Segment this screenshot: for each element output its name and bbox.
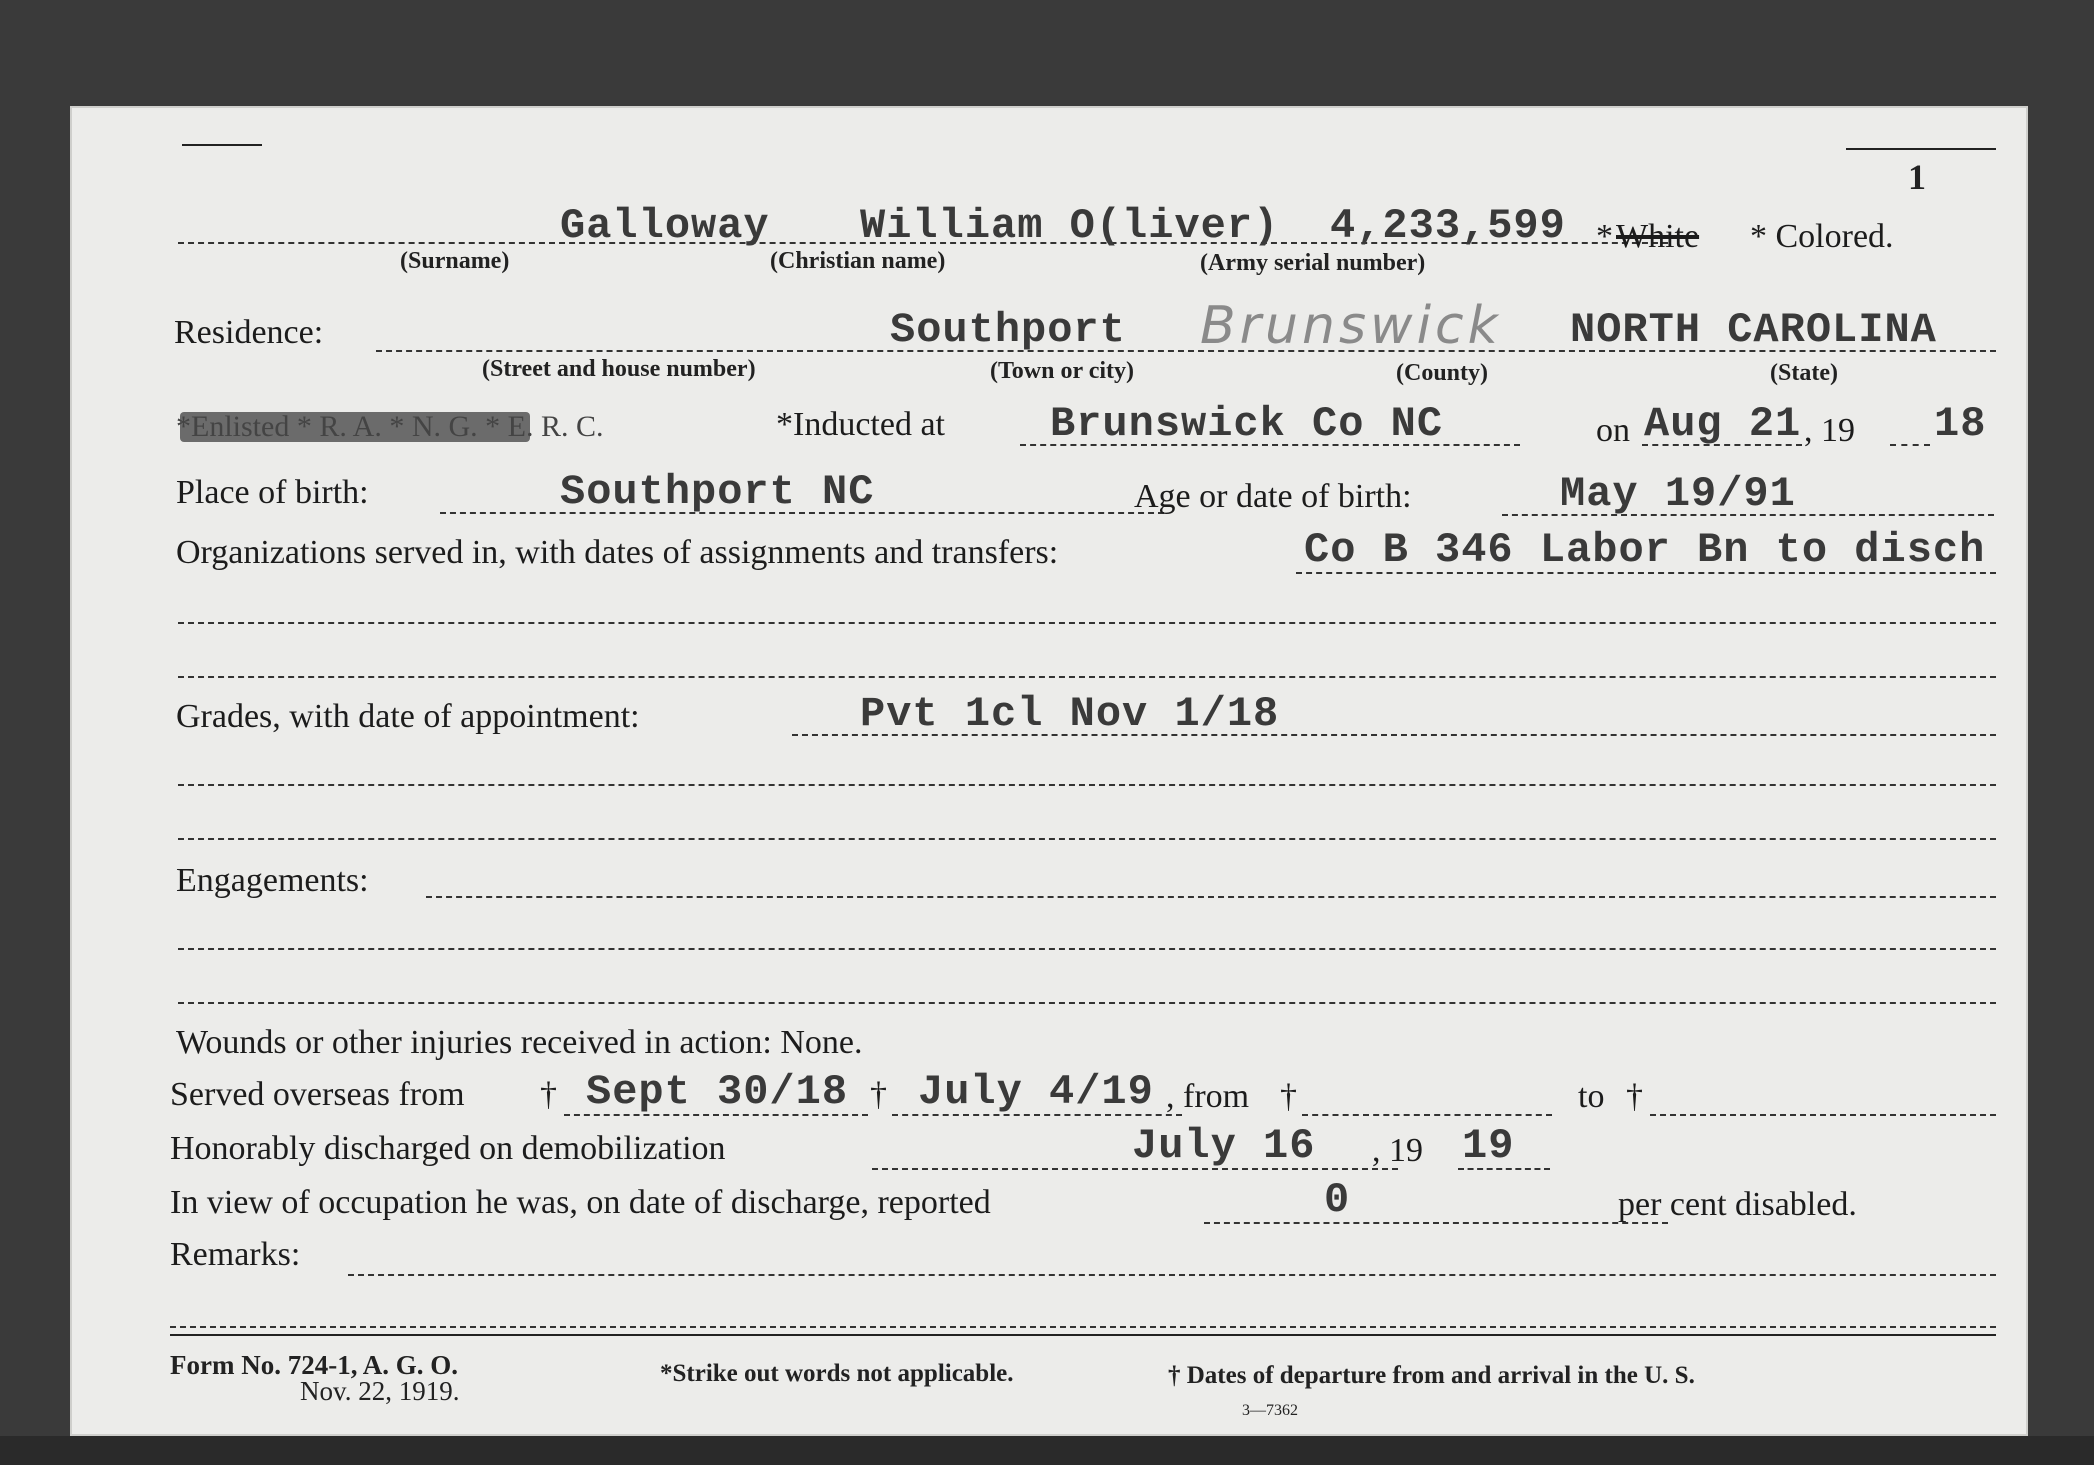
engagements-line-2 — [178, 948, 1996, 950]
residence-state-value: NORTH CAROLINA — [1570, 306, 1937, 354]
overseas-dagger-4: † — [1626, 1078, 1643, 1115]
induction-year-line — [1890, 444, 1930, 446]
state-caption: (State) — [1770, 360, 1838, 386]
grades-line-3 — [178, 838, 1996, 840]
serial-number-caption: (Army serial number) — [1200, 250, 1426, 276]
engagements-line-3 — [178, 1002, 1996, 1004]
print-code: 3—7362 — [1242, 1402, 1298, 1419]
county-caption: (County) — [1396, 360, 1489, 386]
place-of-birth-label: Place of birth: — [176, 474, 369, 511]
residence-town-value: Southport — [890, 306, 1126, 354]
place-of-birth-value: Southport NC — [560, 468, 875, 516]
race-prefix: * — [1596, 218, 1613, 255]
residence-label: Residence: — [174, 314, 324, 351]
discharge-year-value: 19 — [1462, 1122, 1515, 1170]
induction-date-value: Aug 21 — [1644, 400, 1802, 448]
grades-value: Pvt 1cl Nov 1/18 — [860, 690, 1280, 738]
street-caption: (Street and house number) — [482, 356, 756, 382]
form-date: Nov. 22, 1919. — [300, 1376, 460, 1406]
remarks-label: Remarks: — [170, 1236, 301, 1273]
birth-date-label: Age or date of birth: — [1134, 478, 1412, 515]
engagements-label: Engagements: — [176, 862, 369, 899]
overseas-from-value: Sept 30/18 — [586, 1068, 849, 1116]
inducted-label: *Inducted at — [776, 406, 945, 443]
christian-name-value: William O(liver) — [860, 202, 1280, 250]
card-number: 1 — [1908, 157, 1926, 197]
overseas-to-value: July 4/19 — [918, 1068, 1154, 1116]
overseas-dagger-2: † — [870, 1076, 887, 1113]
serial-number-value: 4,233,599 — [1330, 202, 1566, 250]
grades-line-2 — [178, 784, 1996, 786]
disability-line — [1204, 1222, 1668, 1224]
overseas-from-label-2: , from — [1166, 1078, 1250, 1115]
footer-rule — [170, 1334, 1996, 1336]
service-record-card — [70, 106, 2028, 1436]
grades-label: Grades, with date of appointment: — [176, 698, 640, 735]
form-number: Form No. 724-1, A. G. O. — [170, 1350, 458, 1380]
remarks-line-1 — [348, 1274, 1996, 1276]
overseas-dagger-1: † — [540, 1076, 557, 1113]
discharge-label: Honorably discharged on demobilization — [170, 1130, 726, 1167]
enlisted-text-struck: *Enlisted * R. A. * N. G. * E. R. C. — [176, 410, 604, 443]
organizations-line-3 — [178, 676, 1996, 678]
organizations-value: Co B 346 Labor Bn to disch — [1304, 526, 1986, 574]
dagger-note: † Dates of departure from and arrival in the U. S. — [1168, 1362, 1695, 1389]
overseas-to-line-2 — [1650, 1114, 1996, 1116]
surname-caption: (Surname) — [400, 248, 510, 274]
scan-background-bottom — [0, 1436, 2094, 1465]
discharge-date-value: July 16 — [1132, 1122, 1316, 1170]
birth-date-value: May 19/91 — [1560, 470, 1796, 518]
remarks-line-2 — [170, 1326, 1996, 1328]
race-colored: * Colored. — [1750, 218, 1894, 255]
inducted-place-value: Brunswick Co NC — [1050, 400, 1444, 448]
disability-suffix: per cent disabled. — [1618, 1186, 1857, 1223]
top-left-rule — [182, 144, 262, 146]
christian-name-caption: (Christian name) — [770, 248, 946, 274]
disability-label: In view of occupation he was, on date of discharge, reported — [170, 1184, 991, 1221]
engagements-line-1 — [426, 896, 1996, 898]
on-label: on — [1596, 412, 1630, 449]
top-right-rule — [1846, 148, 1996, 150]
race-white-struck: White — [1616, 218, 1700, 255]
induction-year-value: 18 — [1934, 400, 1987, 448]
disability-value: 0 — [1324, 1176, 1351, 1224]
wounds-text: Wounds or other injuries received in action: None. — [176, 1024, 863, 1061]
organizations-line-2 — [178, 622, 1996, 624]
organizations-label: Organizations served in, with dates of assignments and transfers: — [176, 534, 1059, 571]
town-caption: (Town or city) — [990, 358, 1134, 384]
overseas-from-line-2 — [1302, 1114, 1552, 1116]
surname-value: Galloway — [560, 202, 770, 250]
induction-year-prefix: , 19 — [1804, 412, 1855, 449]
residence-county-handwritten: Brunswick — [1200, 296, 1502, 356]
strike-note: *Strike out words not applicable. — [660, 1360, 1014, 1387]
overseas-to-label-2: to — [1578, 1078, 1605, 1115]
overseas-label: Served overseas from — [170, 1076, 465, 1113]
discharge-year-prefix: , 19 — [1372, 1132, 1423, 1169]
overseas-dagger-3: † — [1280, 1078, 1297, 1115]
